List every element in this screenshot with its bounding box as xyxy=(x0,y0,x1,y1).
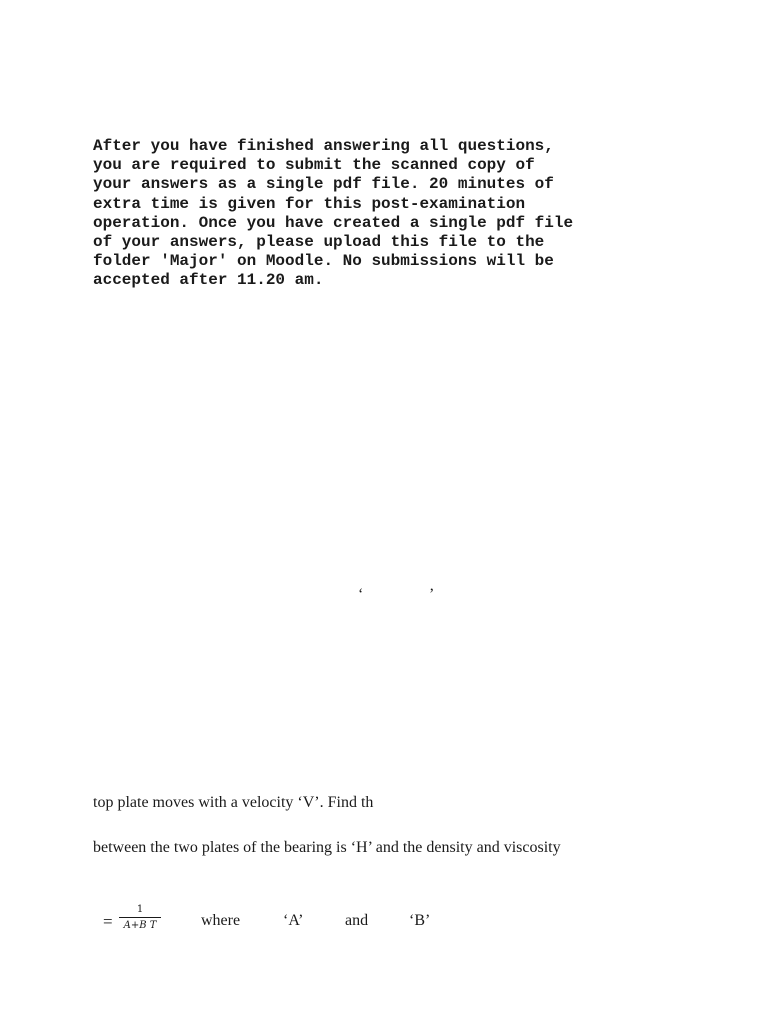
equals-sign: = xyxy=(103,912,113,931)
instruction-line: folder 'Major' on Moodle. No submissions will be xyxy=(93,252,554,271)
viscosity-formula-row xyxy=(100,904,520,940)
instruction-line: extra time is given for this post-examination xyxy=(93,194,526,213)
instruction-line: After you have finished answering all questions, xyxy=(93,137,554,155)
symbol-b: ‘B’ xyxy=(409,912,431,929)
instruction-line: your answers as a single pdf file. 20 minutes of xyxy=(93,175,554,194)
instruction-line: operation. Once you have created a single pdf file xyxy=(93,213,574,232)
fraction-denominator: A+B T xyxy=(123,920,157,931)
viscosity-fraction xyxy=(119,904,161,932)
word-and: and xyxy=(345,912,369,929)
word-where: where xyxy=(201,912,241,929)
fraction-bar xyxy=(119,917,161,918)
submission-instructions xyxy=(93,137,713,291)
question-line-top-plate: top plate moves with a velocity ‘V’. Find th xyxy=(93,794,374,811)
symbol-a: ‘A’ xyxy=(283,912,304,929)
question-line-between-plates: between the two plates of the bearing is ‘H’ and the density and viscosity xyxy=(93,839,561,856)
fraction-numerator: 1 xyxy=(136,904,144,915)
stray-open-quote: ‘ xyxy=(358,586,364,603)
instruction-line: you are required to submit the scanned copy of xyxy=(93,156,535,175)
stray-close-quote: ’ xyxy=(429,586,435,603)
instruction-line: accepted after 11.20 am. xyxy=(93,271,324,290)
instruction-line: of your answers, please upload this file to the xyxy=(93,233,545,252)
